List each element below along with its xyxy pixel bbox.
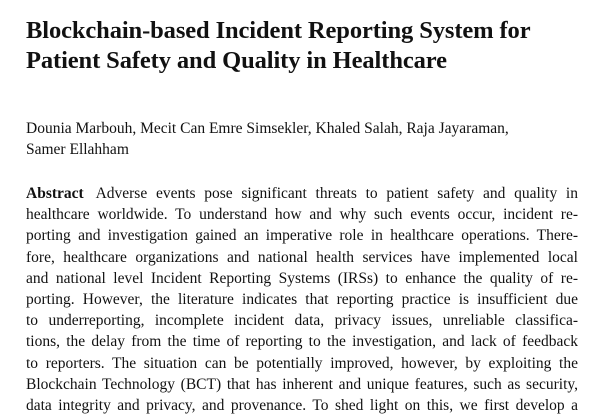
abstract-line-1-text: Adverse events pose significant threats to patient safety and quality in [95, 185, 578, 202]
title-line-2: Patient Safety and Quality in Healthcare [26, 47, 447, 74]
paper-page [26, 16, 578, 416]
abstract-line-8: tions, the delay from the time of reporting to the investigation, and lack of feedback [26, 333, 578, 351]
abstract-line-5: and national level Incident Reporting Systems (IRSs) to enhance the quality of re- [26, 269, 578, 287]
abstract-line-6: porting. However, the literature indicates that reporting practice is insufficient due [26, 291, 578, 309]
abstract-line-11: data integrity and privacy, and provenance. To shed light on this, we first develop a [26, 397, 578, 415]
abstract-line-3: porting and investigation gained an imperative role in healthcare operations. There- [26, 227, 578, 245]
abstract-line-1 [26, 183, 578, 204]
author-line-1: Dounia Marbouh, Mecit Can Emre Simsekler, Khaled Salah, Raja Jayaraman, [26, 120, 509, 137]
title-line-1: Blockchain-based Incident Reporting System for [26, 17, 531, 44]
abstract-line-10: Blockchain Technology (BCT) that has inherent and unique features, such as security, [26, 375, 578, 393]
author-list [26, 118, 578, 160]
abstract-line-9: to reporters. The situation can be potentially improved, however, by exploiting the [26, 354, 578, 372]
abstract-line-7: to underreporting, incomplete incident data, privacy issues, unreliable classifica- [26, 312, 578, 330]
paper-title [26, 16, 578, 76]
abstract-line-2: healthcare worldwide. To understand how and why such events occur, incident re- [26, 206, 578, 224]
abstract-line-4: fore, healthcare organizations and national health services have implemented local [26, 248, 578, 266]
abstract-label: Abstract [26, 185, 84, 202]
abstract [26, 183, 578, 416]
author-line-2: Samer Ellahham [26, 141, 129, 158]
